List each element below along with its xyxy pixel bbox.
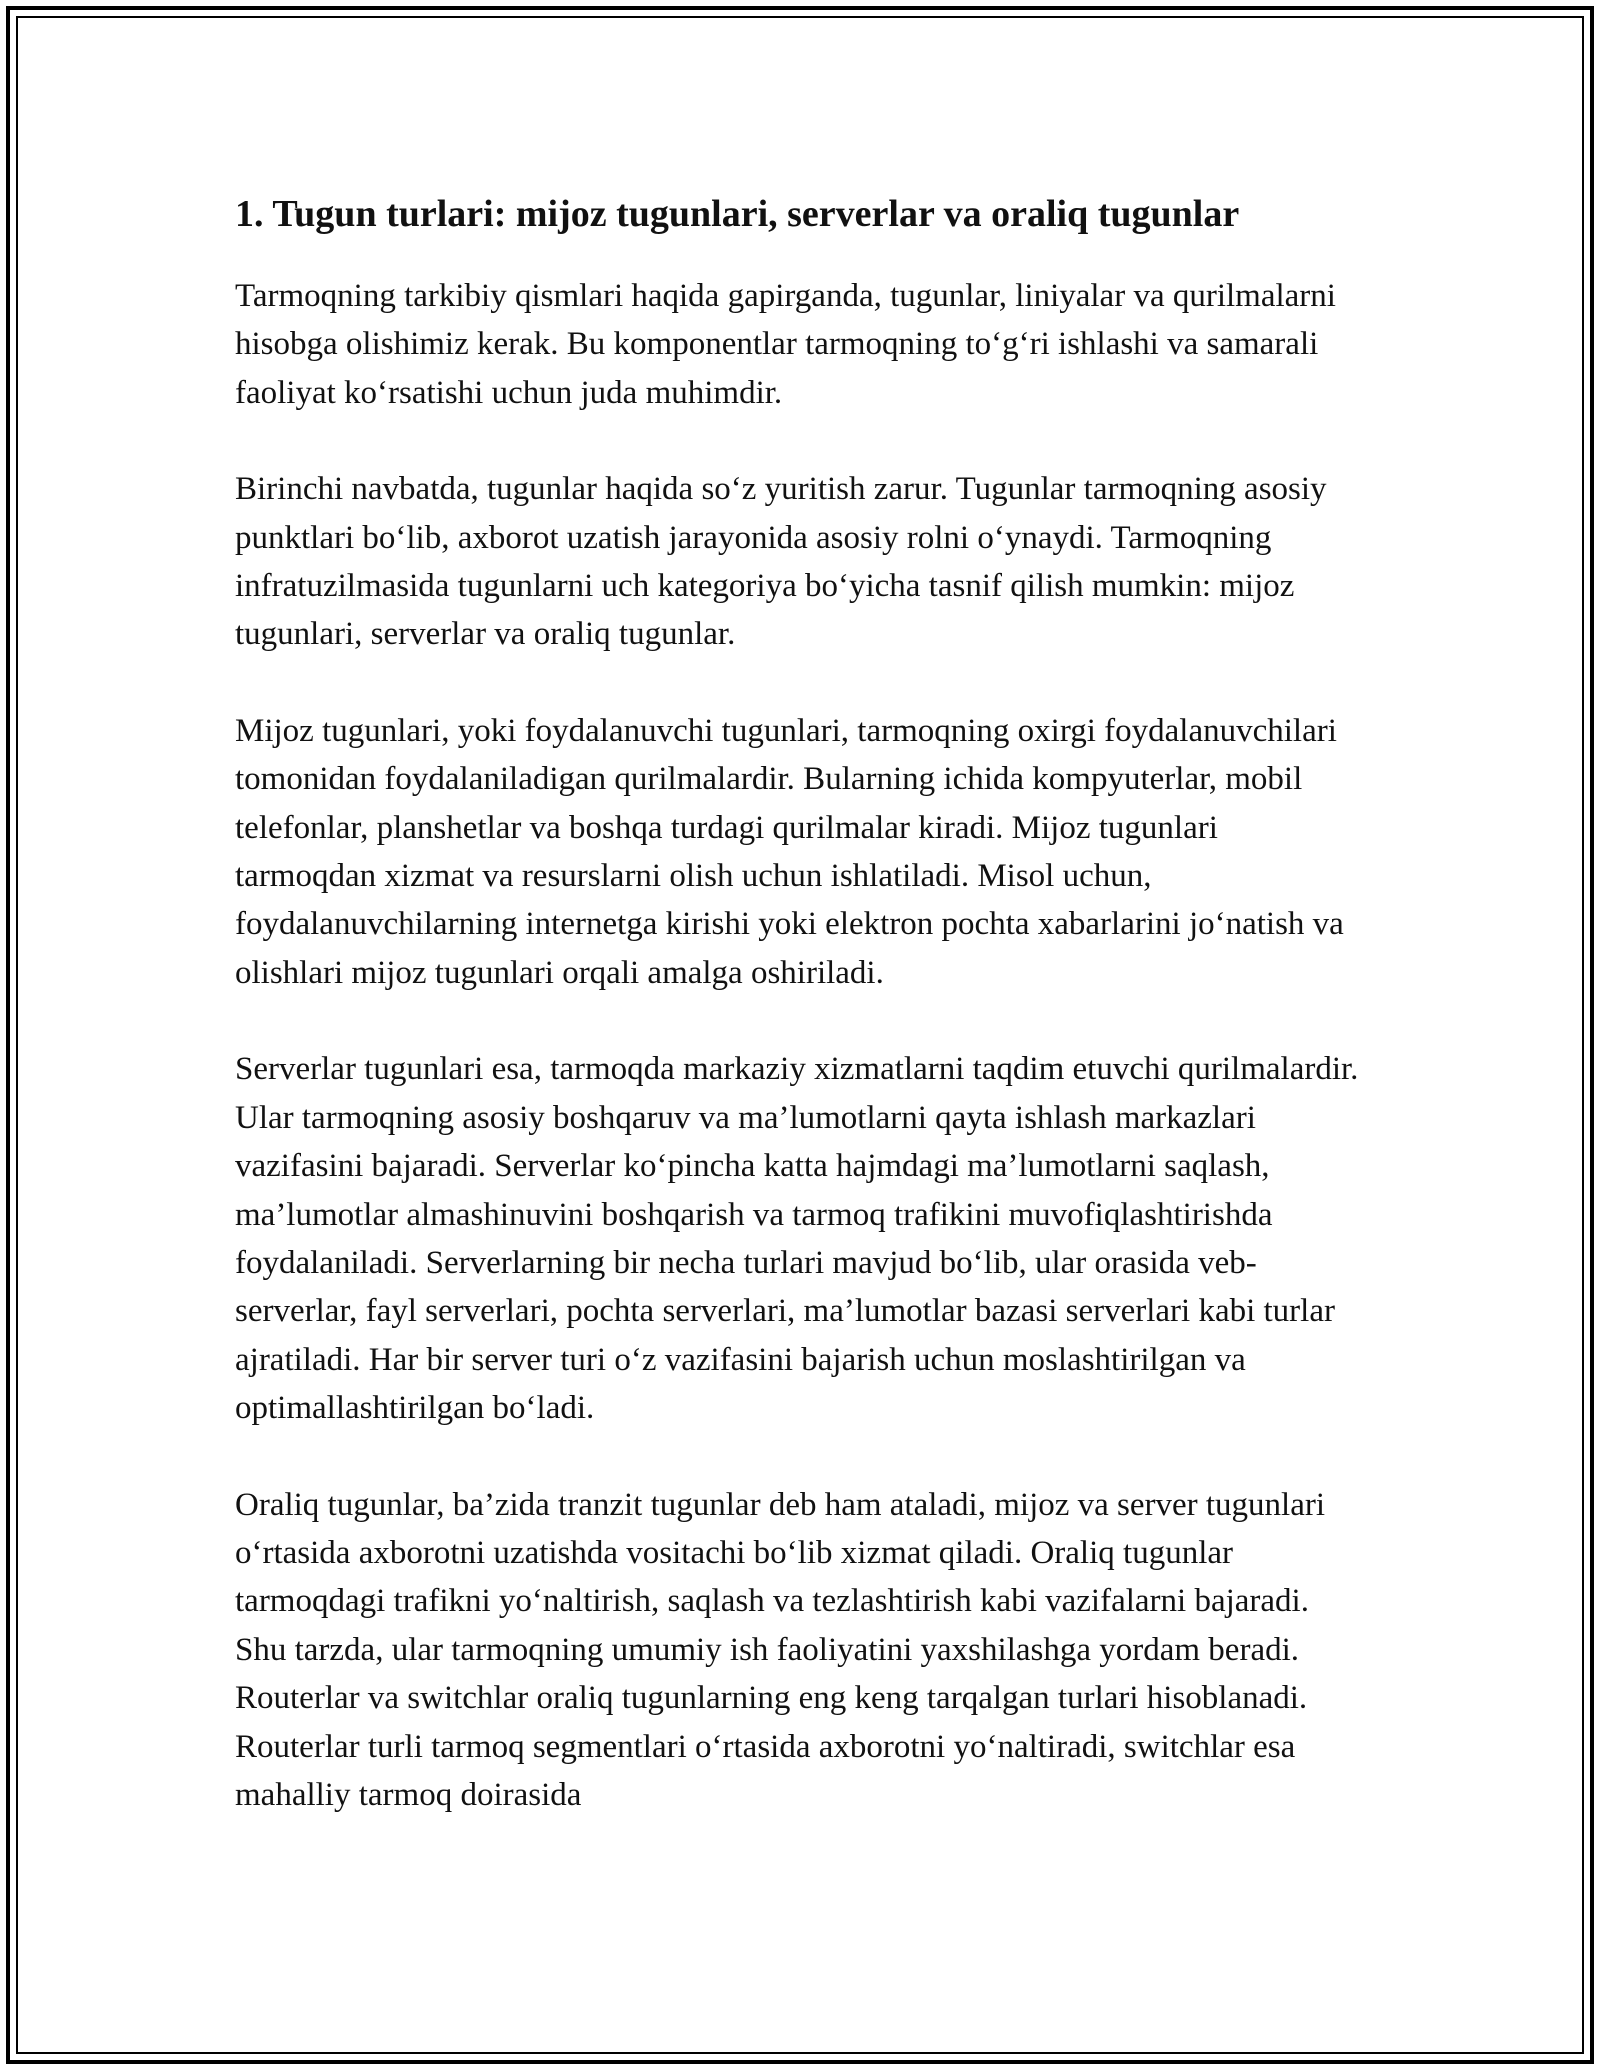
paragraph: Oraliq tugunlar, ba’zida tranzit tugunlar deb ham ataladi, mijoz va server tugunlari o‘rtasida axborotni uzatishda vositachi bo‘lib xizmat qiladi. Oraliq tugunlar tarmoqdagi trafikni yo‘naltirish, saqlash va tezlashtirish kabi vazifalarni bajaradi. Shu tarzda, ular tarmoqning umumiy ish faoliyatini yaxshilashga yordam beradi. Routerlar va switchlar oraliq tugunlarning eng keng tarqalgan turlari hisoblanadi. Routerlar turli tarmoq segmentlari o‘rtasida axborotni yo‘naltiradi, switchlar esa mahalliy tarmoq doirasida [235, 1486, 1326, 1813]
section-heading: 1. Tugun turlari: mijoz tugunlari, serverlar va oraliq tugunlar [235, 193, 1240, 235]
paragraph: Tarmoqning tarkibiy qismlari haqida gapirganda, tugunlar, liniyalar va qurilmalarni hisobga olishimiz kerak. Bu komponentlar tarmoqning to‘g‘ri ishlashi va samarali faoliyat ko‘rsatishi uchun juda muhimdir. [235, 278, 1336, 411]
paragraph: Mijoz tugunlari, yoki foydalanuvchi tugunlari, tarmoqning oxirgi foydalanuvchilari tomonidan foydalaniladigan qurilmalardir. Bularning ichida kompyuterlar, mobil telefonlar, planshetlar va boshqa turdagi qurilmalar kiradi. Mijoz tugunlari tarmoqdan xizmat va resurslarni olish uchun ishlatiladi. Misol uchun, foydalanuvchilarning internetga kirishi yoki elektron pochta xabarlarini jo‘natish va olishlari mijoz tugunlari orqali amalga oshiriladi. [235, 712, 1344, 991]
document-body [235, 186, 1365, 1867]
paragraph: Serverlar tugunlari esa, tarmoqda markaziy xizmatlarni taqdim etuvchi qurilmalardir. Ular tarmoqning asosiy boshqaruv va ma’lumotlarni qayta ishlash markazlari vazifasini bajaradi. Serverlar ko‘pincha katta hajmdagi ma’lumotlarni saqlash, ma’lumotlar almashinuvini boshqarish va tarmoq trafikini muvofiqlashtirishda foydalaniladi. Serverlarning bir necha turlari mavjud bo‘lib, ular orasida veb-serverlar, fayl serverlari, pochta serverlari, ma’lumotlar bazasi serverlari kabi turlar ajratiladi. Har bir server turi o‘z vazifasini bajarish uchun moslashtirilgan va optimallashtirilgan bo‘ladi. [235, 1051, 1359, 1427]
paragraph: Birinchi navbatda, tugunlar haqida so‘z yuritish zarur. Tugunlar tarmoqning asosiy punktlari bo‘lib, axborot uzatish jarayonida asosiy rolni o‘ynaydi. Tarmoqning infratuzilmasida tugunlarni uch kategoriya bo‘yicha tasnif qilish mumkin: mijoz tugunlari, serverlar va oraliq tugunlar. [235, 471, 1327, 653]
